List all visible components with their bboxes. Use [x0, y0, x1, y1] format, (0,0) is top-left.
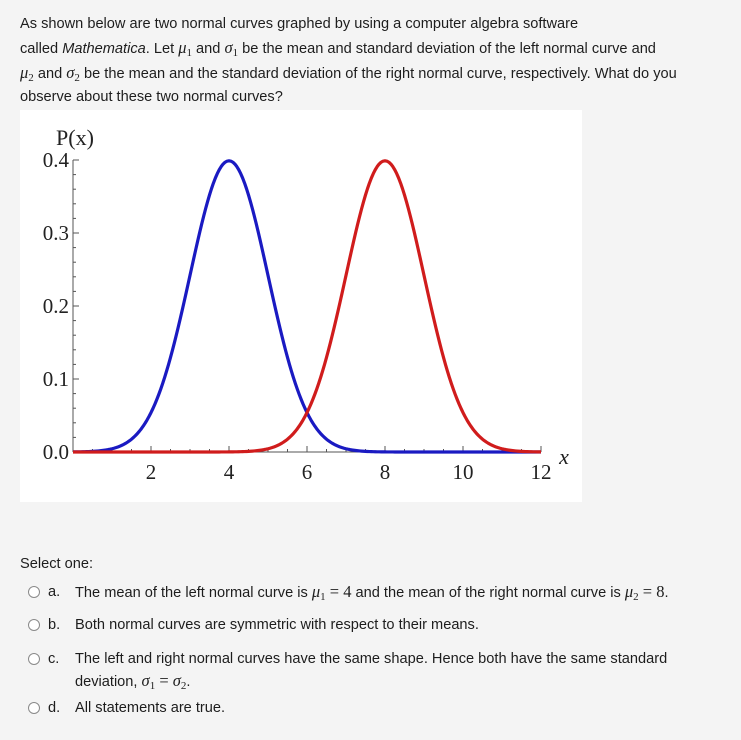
option-c[interactable] — [26, 648, 726, 692]
x-tick-label: 4 — [223, 460, 235, 484]
mu-1-equation — [312, 582, 352, 601]
curves — [73, 161, 541, 452]
option-c-line-1: The left and right normal curves have the same shape. Hence both have the same standard — [75, 651, 668, 667]
sigma-glyph: σ — [224, 38, 233, 57]
mu-2-equation — [625, 582, 665, 601]
question-text — [20, 13, 720, 109]
mu-1-value: = 4 — [329, 582, 352, 601]
question-line-1-text: As shown below are two normal curves graphed by using a computer algebra software — [20, 16, 579, 32]
software-name: Mathematica — [62, 41, 146, 57]
y-tick-label: 0.4 — [42, 148, 69, 172]
option-b-letter: b. — [48, 617, 61, 633]
mu-glyph: μ — [311, 582, 321, 601]
x-tick-label: 2 — [145, 460, 157, 484]
and-word: and — [37, 66, 63, 82]
question-text-right-curve: be the mean and the standard deviation of the right normal curve, respectively. What do you — [83, 66, 677, 82]
option-a-letter: a. — [48, 584, 61, 600]
right-normal-curve — [73, 161, 541, 452]
normal-curves-chart — [20, 110, 582, 502]
period: . — [186, 674, 191, 690]
sigma-glyph: σ — [66, 63, 75, 82]
y-tick-label: 0.1 — [42, 367, 69, 391]
question-text-let: . Let — [145, 41, 179, 57]
left-normal-curve — [73, 161, 541, 452]
question-line-4 — [20, 86, 720, 109]
radio-d[interactable] — [28, 702, 40, 714]
subscript: 1 — [232, 47, 239, 59]
sigma-2-symbol — [66, 63, 80, 82]
mu-glyph: μ — [178, 38, 187, 57]
x-axis-label: x — [559, 444, 569, 469]
option-a-text-2: and the mean of the right normal curve is — [355, 585, 621, 601]
sigma-glyph: σ — [172, 671, 181, 690]
option-b-text: Both normal curves are symmetric with respect to their means. — [75, 617, 479, 633]
subscript: 2 — [28, 72, 34, 84]
subscript: 1 — [149, 680, 156, 692]
subscript: 2 — [74, 72, 80, 84]
question-line-2 — [20, 36, 720, 61]
question-text-called: called — [20, 41, 63, 57]
equals-sign: = — [159, 671, 169, 690]
option-d-letter: d. — [48, 700, 61, 716]
radio-a[interactable] — [28, 586, 40, 598]
mu-glyph: μ — [624, 582, 634, 601]
mu-glyph: μ — [20, 63, 29, 82]
x-tick-label: 12 — [530, 460, 552, 484]
subscript: 2 — [180, 680, 187, 692]
subscript: 1 — [320, 591, 326, 603]
option-d-text: All statements are true. — [75, 700, 226, 716]
sigma-1-symbol — [224, 38, 238, 57]
y-tick-label: 0.2 — [42, 294, 69, 318]
period: . — [664, 585, 669, 601]
and-word: and — [196, 41, 221, 57]
y-tick-label: 0.0 — [42, 440, 69, 464]
mu-1-symbol — [178, 38, 192, 57]
option-c-letter: c. — [48, 651, 60, 667]
mu-2-value: = 8 — [642, 582, 665, 601]
question-line-1 — [20, 13, 720, 36]
option-a[interactable] — [26, 581, 726, 603]
x-tick-label: 6 — [301, 460, 313, 484]
radio-c[interactable] — [28, 653, 40, 665]
option-c-text — [75, 648, 715, 693]
x-tick-label: 10 — [452, 460, 474, 484]
x-tick-label: 8 — [379, 460, 391, 484]
radio-b[interactable] — [28, 619, 40, 631]
sigma-glyph: σ — [141, 671, 150, 690]
subscript: 2 — [633, 591, 639, 603]
sigma-equation — [142, 671, 187, 690]
subscript: 1 — [186, 47, 192, 59]
chart-svg — [20, 110, 582, 502]
y-axis-label: P(x) — [56, 125, 94, 150]
option-c-deviation: deviation, — [75, 674, 138, 690]
y-tick-label: 0.3 — [42, 221, 69, 245]
option-d[interactable] — [26, 697, 726, 719]
option-b[interactable] — [26, 614, 726, 636]
option-a-text — [75, 581, 715, 604]
question-text-left-curve: be the mean and standard deviation of the left normal curve and — [242, 41, 656, 57]
option-a-text-1: The mean of the left normal curve is — [75, 585, 308, 601]
mu-2-symbol — [20, 63, 34, 82]
question-line-3 — [20, 61, 720, 86]
question-line-4-text: observe about these two normal curves? — [20, 89, 283, 105]
select-one-label: Select one: — [20, 556, 94, 572]
